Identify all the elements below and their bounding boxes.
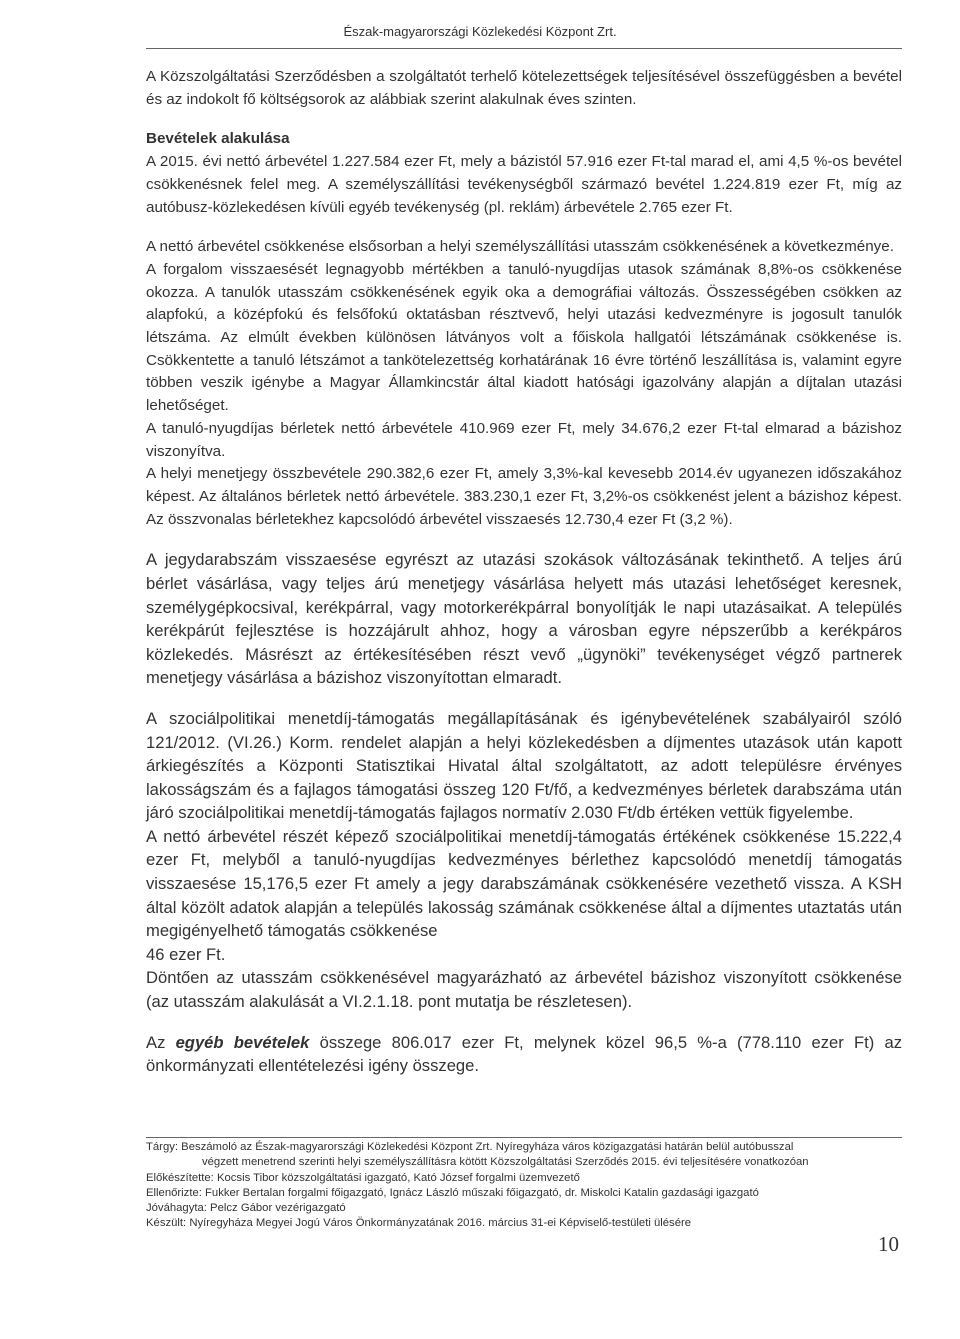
footer-subject-continued: végzett menetrend szerinti helyi személyszállításra kötött Közszolgáltatási Szerződés 2015. évi teljesítésére vonatkozóan	[202, 1156, 809, 1169]
page-number: 10	[878, 1232, 899, 1256]
decline-paragraph-1: A nettó árbevétel csökkenése elsősorban a helyi személyszállítási utasszám csökkenésének a következménye.	[146, 238, 894, 256]
revenue-paragraph: A 2015. évi nettó árbevétel 1.227.584 ezer Ft, mely a bázistól 57.916 ezer Ft-tal marad el, ami 4,5 %-os bevétel csökkenésnek felel meg. A személyszállítási tevékenységből származó bevétel 1.224.819 ezer Ft, míg az autóbusz-közlekedésen kívüli egyéb tevékenység (pl. reklám) árbevétele 2.765 ezer Ft.	[146, 153, 902, 216]
social-paragraph-1: A szociálpolitikai menetdíj-támogatás megállapításának és igénybevételének szabályairól szóló 121/2012. (VI.26.) Korm. rendelet alapján a helyi közlekedésben a díjmentes utazások után kapott árkiegészítés a Központi Statisztikai Hivatal által szolgáltatott, az adott településre érvényes lakosságszám és a fajlagos támogatási összeg 120 Ft/fő, a kedvezményes bérletek darabszáma után járó szociálpolitikai menetdíj-támogatás fajlagos normatív 2.030 Ft/db értéken vettük figyelembe.	[146, 708, 902, 823]
other-revenue-suffix: összege 806.017 ezer Ft, melynek közel 96,5 %-a (778.110 ezer Ft) az önkormányzati ellentételezési igény összege.	[146, 1032, 902, 1076]
other-revenue-emphasis: egyéb bevételek	[175, 1032, 310, 1052]
decline-paragraph-3: A tanuló-nyugdíjas bérletek nettó árbevétele 410.969 ezer Ft, mely 34.676,2 ezer Ft-tal elmarad a bázishoz viszonyítva.	[146, 419, 902, 460]
other-revenue-paragraph	[146, 1031, 902, 1078]
section-heading-revenue: Bevételek alakulása	[146, 130, 290, 148]
footer-checked-by: Ellenőrizte: Fukker Bertalan forgalmi főigazgató, Ignácz László műszaki főigazgató, dr. Miskolci Katalin gazdasági igazgató	[146, 1186, 759, 1199]
header-divider	[146, 48, 902, 49]
decline-paragraph-2: A forgalom visszaesését legnagyobb mértékben a tanuló-nyugdíjas utasok számának 8,8%-os csökkenése okozza. A tanulók utasszám csökkenésének egyik oka a demográfiai változás. Összességében csökken az alapfokú, a középfokú és felsőfokú oktatásban résztvevő, helyi utazási kedvezményre is jogosult tanulók létszáma. Az elmúlt években különösen látványos volt a főiskola hallgatói létszámának csökkenése is. Csökkentette a tanuló létszámot a tankötelezettség korhatárának 16 évre történő leszállítása is, valamint egyre többen veszik igénybe a Magyar Államkincstár által kiadott hatósági igazolvány alapján a díjtalan utazási lehetőséget.	[146, 260, 902, 415]
spacer	[146, 531, 902, 548]
ticket-paragraph: A jegydarabszám visszaesése egyrészt az utazási szokások változásának tekinthető. A teljes árú bérlet vásárlása, vagy teljes árú menetjegy vásárlása helyett más utazási lehetőséget keresnek, személygépkocsival, kerékpárral, vagy motorkerékpárral bonyolítják le napi utazásaikat. A település kerékpárút fejlesztése is hozzájárult ahhoz, hogy a városban egyre népszerűbb a kerékpáros közlekedés. Másrészt az értékesítésében részt vevő „ügynöki” tevékenységet végző partnerek menetjegy vásárlása a bázishoz viszonyítottan elmaradt.	[146, 550, 902, 688]
spacer	[146, 219, 902, 236]
decline-paragraph-4: A helyi menetjegy összbevétele 290.382,6 ezer Ft, amely 3,3%-kal kevesebb 2014.év ugyanezen időszakához képest. Az általános bérletek nettó árbevétele. 383.230,1 ezer Ft, 3,2%-os csökkenést jelent a bázishoz képest. Az összvonalas bérletekhez kapcsolódó árbevétel visszaesés 12.730,4 ezer Ft (3,2 %).	[146, 465, 902, 528]
spacer	[146, 690, 902, 707]
social-paragraph-3: 46 ezer Ft.	[146, 944, 226, 964]
intro-paragraph: A Közszolgáltatási Szerződésben a szolgáltatót terhelő kötelezettségek teljesítésével összefüggésben a bevétel és az indokolt fő költségsorok az alábbiak szerint alakulnak éves szinten.	[146, 68, 902, 108]
document-header: Észak-magyarországi Közlekedési Központ Zrt.	[343, 24, 617, 39]
document-footer	[146, 1140, 902, 1232]
footer-subject: Tárgy: Beszámoló az Észak-magyarországi Közlekedési Központ Zrt. Nyíregyháza város közigazgatási határán belül autóbusszal	[146, 1141, 794, 1153]
footer-made-for: Készült: Nyíregyháza Megyei Jogú Város Önkormányzatának 2016. március 31-ei Képviselő-testületi ülésére	[146, 1217, 692, 1230]
footer-approved-by: Jóváhagyta: Pelcz Gábor vezérigazgató	[146, 1202, 346, 1215]
spacer	[146, 111, 902, 128]
footer-divider	[146, 1137, 902, 1138]
social-paragraph-2: A nettó árbevétel részét képező szociálpolitikai menetdíj-támogatás értékének csökkenése 15.222,4 ezer Ft, melyből a tanuló-nyugdíjas kedvezményes bérlethez kapcsolódó menetdíj támogatás visszaesése 15,176,5 ezer Ft amely a jegy darabszámának csökkenésére vezethető vissza. A KSH által közölt adatok alapján a település lakosság számának csökkenése által a díjmentes utaztatás után megigényelhető támogatás csökkenése	[146, 826, 902, 941]
social-paragraph-4: Döntően az utasszám csökkenésével magyarázható az árbevétel bázishoz viszonyított csökkenése (az utasszám alakulását a VI.2.1.18. pont mutatja be részletesen).	[146, 968, 902, 1012]
other-revenue-prefix: Az	[146, 1032, 176, 1052]
footer-prepared-by: Előkészítette: Kocsis Tibor közszolgáltatási igazgató, Kató József forgalmi üzemvezető	[146, 1171, 580, 1184]
spacer	[146, 1014, 902, 1031]
document-body	[146, 66, 902, 1078]
